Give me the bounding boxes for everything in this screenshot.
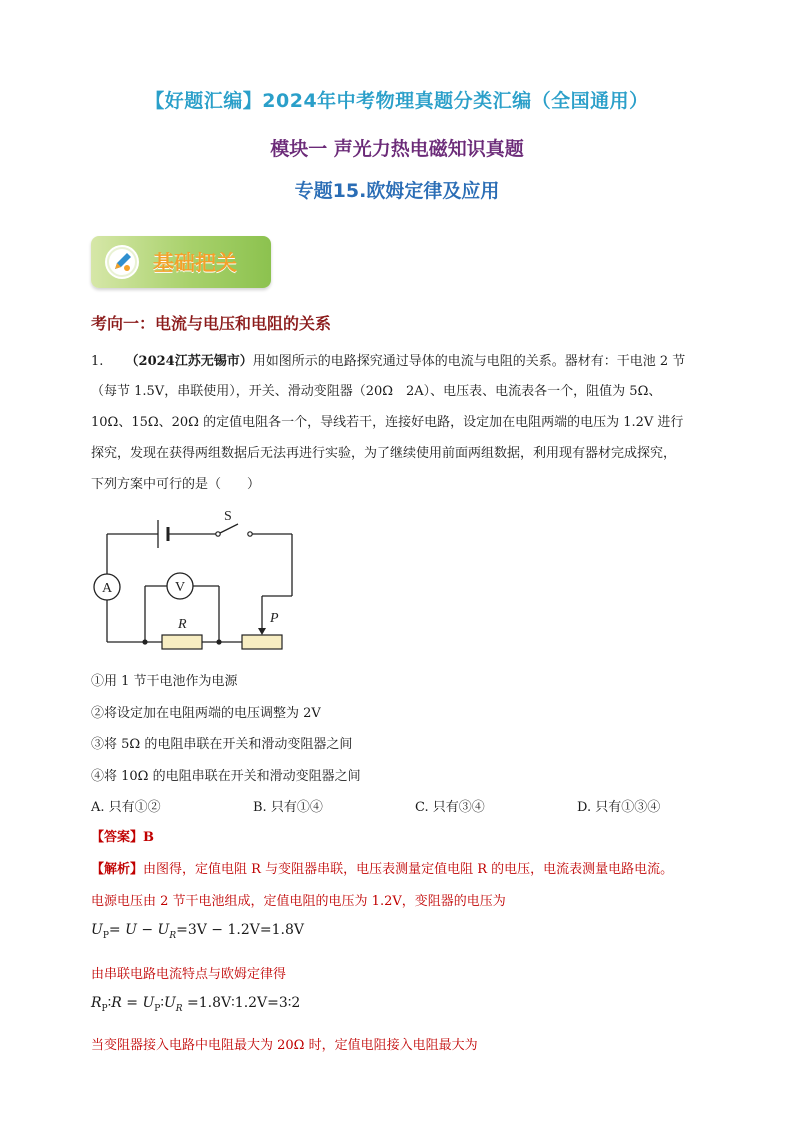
analysis-line-2: 电源电压由 2 节干电池组成，定值电阻的电压为 1.2V，变阻器的电压为 — [91, 894, 506, 909]
answer-label: 【答案】 — [91, 830, 144, 845]
section-heading: 考向一：电流与电压和电阻的关系 — [91, 314, 332, 333]
option-d[interactable]: D. 只有①③④ — [577, 800, 661, 815]
option-a[interactable]: A. 只有①② — [91, 800, 161, 815]
junction-dot — [142, 639, 147, 644]
ammeter-label: A — [101, 581, 113, 596]
equation-1-rhs: =3V − 1.2V=1.8V — [176, 922, 304, 938]
equation-2-rhs: =1.8V∶1.2V=3∶2 — [187, 995, 301, 1011]
equation-1: $U_P= U - U_R=3V - 1.2V=1.8V$ — [91, 922, 304, 941]
question-stem-line: 下列方案中可行的是（ ） — [91, 477, 261, 492]
option-b[interactable]: B. 只有①④ — [253, 800, 323, 815]
voltmeter-label: V — [174, 580, 186, 595]
topic-title: 专题15.欧姆定律及应用 — [294, 180, 500, 202]
analysis-label: 【解析】 — [91, 862, 144, 877]
option-c[interactable]: C. 只有③④ — [415, 800, 485, 815]
statement-3: ③将 5Ω 的电阻串联在开关和滑动变阻器之间 — [91, 737, 353, 752]
analysis-line-1 — [91, 858, 673, 877]
question-stem-line: 探究，发现在获得两组数据后无法再进行实验，为了继续使用前面两组数据，利用现有器材完成探究， — [91, 446, 677, 461]
switch-contact — [248, 532, 252, 536]
resistor-label: R — [178, 617, 187, 632]
switch-contact — [216, 532, 220, 536]
statement-1: ①用 1 节干电池作为电源 — [91, 674, 238, 689]
question-number: 1. — [91, 354, 104, 369]
analysis-line-4: 当变阻器接入电路中电阻最大为 20Ω 时，定值电阻接入电阻最大为 — [91, 1038, 478, 1053]
document-title: 【好题汇编】2024年中考物理真题分类汇编（全国通用） — [145, 90, 649, 112]
question-stem-line: 10Ω、15Ω、20Ω 的定值电阻各一个，导线若干，连接好电路，设定加在电阻两端的电压为 1.2V 进行 — [91, 415, 684, 430]
level-badge — [91, 236, 271, 288]
question-source: （2024江苏无锡市） — [125, 354, 253, 369]
equation-2: $R_P∶R$ = $U_P∶U_R$ =1.8V∶1.2V=3∶2 — [91, 995, 301, 1014]
junction-dot — [216, 639, 221, 644]
question-first-line — [91, 350, 685, 369]
circuit-diagram — [92, 500, 302, 660]
statement-2: ②将设定加在电阻两端的电压调整为 2V — [91, 706, 321, 721]
resistor-symbol — [162, 635, 202, 649]
answer-line — [91, 826, 154, 845]
slider-label: P — [270, 611, 279, 626]
slider-arrow — [258, 628, 266, 635]
answer-value: B — [143, 830, 155, 845]
module-title: 模块一 声光力热电磁知识真题 — [270, 138, 524, 160]
analysis-text: 由图得，定值电阻 R 与变阻器串联，电压表测量定值电阻 R 的电压，电流表测量电路电流。 — [143, 862, 674, 877]
statement-4: ④将 10Ω 的电阻串联在开关和滑动变阻器之间 — [91, 769, 361, 784]
badge-label: 基础把关 — [153, 251, 237, 275]
rheostat-symbol — [242, 635, 282, 649]
question-stem-line: 用如图所示的电路探究通过导体的电流与电阻的关系。器材有：干电池 2 节 — [252, 354, 686, 369]
pen-icon — [105, 245, 139, 279]
question-stem-line: （每节 1.5V，串联使用），开关、滑动变阻器（20Ω 2A）、电压表、电流表各一个，阻值为 5Ω、 — [91, 384, 662, 399]
switch-label: S — [224, 509, 232, 524]
analysis-line-3: 由串联电路电流特点与欧姆定律得 — [91, 967, 287, 982]
